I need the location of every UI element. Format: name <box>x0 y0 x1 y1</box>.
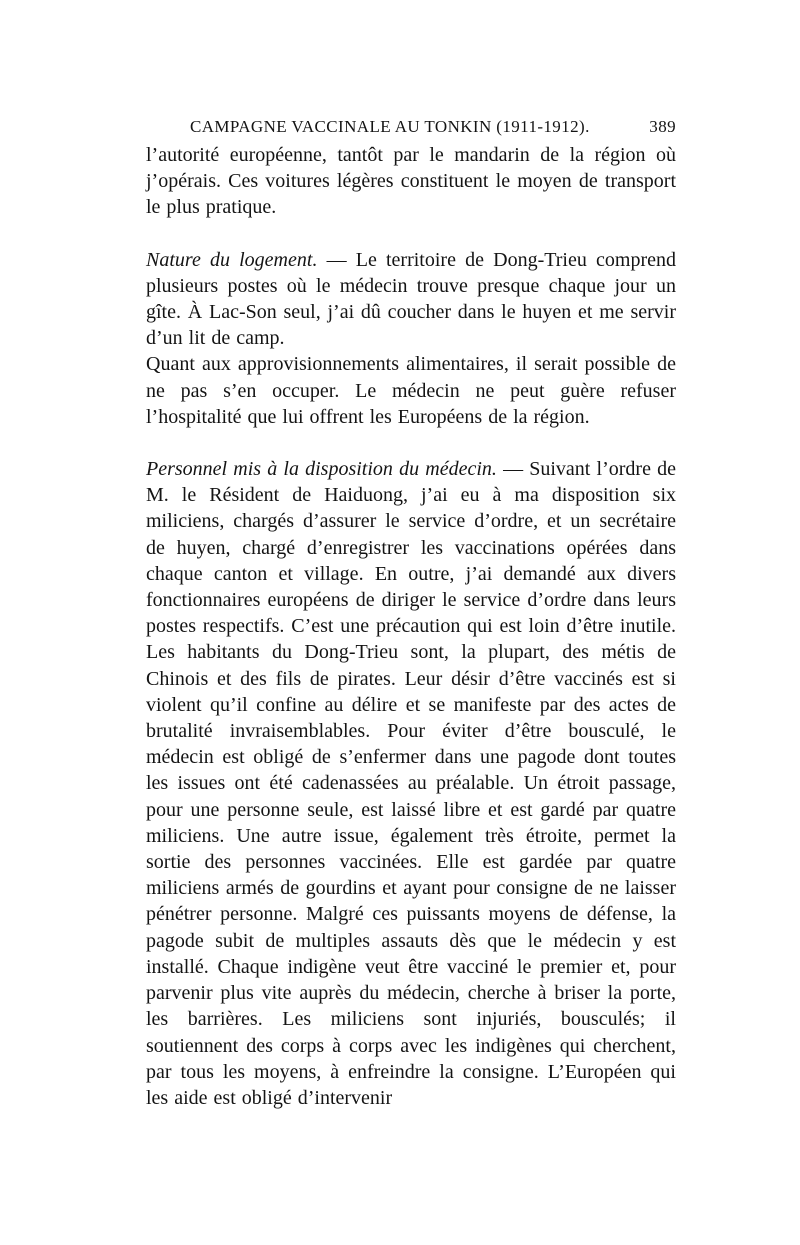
paragraph-continuation: l’autorité européenne, tantôt par le mandarin de la région où j’opérais. Ces voitures légères constituent le moyen de transport le plus pratique. <box>146 144 676 219</box>
spacer <box>146 430 676 456</box>
section-heading-logement: Nature du logement. <box>146 248 318 271</box>
running-header <box>146 112 676 142</box>
page-number: 389 <box>649 117 676 136</box>
paragraph-nature-logement <box>146 247 676 352</box>
section-heading-personnel: Personnel mis à la disposition du médecin. <box>146 458 497 481</box>
paragraph-approvisionnements: Quant aux approvisionnements alimentaires, il serait possible de ne pas s’en occuper. Le médecin ne peut guère refuser l’hospitalité que lui offrent les Européens de la région. <box>146 353 676 428</box>
document-page <box>146 112 676 1111</box>
paragraph-personnel <box>146 456 676 1111</box>
paragraph-logement-text: — Le territoire de Dong-Trieu comprend plusieurs postes où le médecin trouve presque chaque jour un gîte. À Lac-Son seul, j’ai dû coucher dans le huyen et me servir d’un lit de camp. <box>146 248 676 350</box>
spacer <box>146 221 676 247</box>
paragraph-personnel-text: — Suivant l’ordre de M. le Résident de Haiduong, j’ai eu à ma disposition six miliciens, chargés d’assurer le service d’ordre, et un secrétaire de huyen, chargé d’enregistrer les vaccinations opérées dans chaque canton et village. En outre, j’ai demandé aux divers fonctionnaires européens de diriger le service d’ordre dans leurs postes respectifs. C’est une précaution qui est loin d’être inutile. Les habitants du Dong-Trieu sont, la plupart, des métis de Chinois et des fils de pirates. Leur désir d’être vaccinés est si violent qu’il confine au délire et se manifeste par des actes de brutalité invraisemblables. Pour éviter d’être bousculé, le médecin est obligé de s’enfermer dans une pagode dont toutes les issues ont été cadenassées au préalable. Un étroit passage, pour une personne seule, est laissé libre et est gardé par quatre miliciens. Une autre issue, également très étroite, permet la sortie des personnes vaccinées. Elle est gardée par quatre miliciens armés de gourdins et ayant pour consigne de ne laisser pénétrer personne. Malgré ces puissants moyens de défense, la pagode subit de multiples assauts dès que le médecin y est installé. Chaque indigène veut être vacciné le premier et, pour parvenir plus vite auprès du médecin, cherche à briser la porte, les barrières. Les miliciens sont injuriés, bousculés; il soutiennent des corps à corps avec les indigènes qui cherchent, par tous les moyens, à enfreindre la consigne. L’Européen qui les aide est obligé d’intervenir <box>146 458 677 1109</box>
header-title: CAMPAGNE VACCINALE AU TONKIN (1911-1912). <box>190 117 590 136</box>
